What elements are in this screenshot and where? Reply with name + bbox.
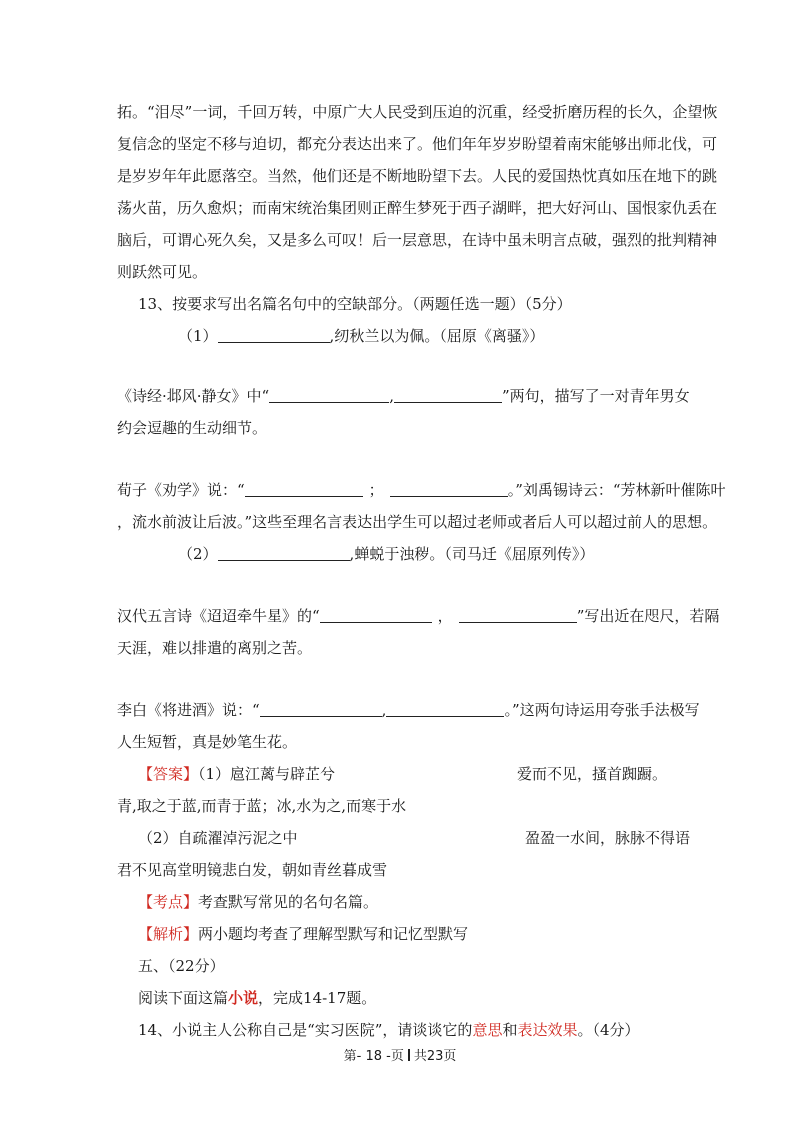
- xunzi-line: [117, 480, 726, 500]
- answer-line-1b: 青,取之于蓝,而青于蓝；冰,水为之,而寒于水: [117, 797, 407, 815]
- q13-part1: [178, 326, 544, 346]
- kaodian-tag: 【考点】: [138, 893, 199, 911]
- han-line: [117, 606, 719, 626]
- han-prefix: 汉代五言诗《迢迢牵牛星》的“: [117, 607, 320, 625]
- reading-suffix: ，完成14-17题。: [258, 989, 377, 1007]
- xunzi-suffix: 。”刘禹锡诗云：“芳林新叶催陈叶: [507, 481, 726, 499]
- blank-line: [459, 608, 577, 623]
- blank-line: [218, 328, 330, 343]
- answer-line-2b: 君不见高堂明镜悲白发，朝如青丝暮成雪: [117, 861, 388, 879]
- paragraph-line: 拓。“泪尽”一词，千回万转，中原广大人民受到压迫的沉重，经受折磨历程的长久，企望恢: [117, 103, 718, 121]
- kaodian-text: 考查默写常见的名句名篇。: [198, 893, 379, 911]
- page-number: 第- 18 -页: [343, 1049, 404, 1064]
- q14-prefix: 14、小说主人公称自己是“实习医院”，请谈谈它的: [138, 1021, 473, 1039]
- semicolon: ；: [368, 481, 384, 499]
- blank-line: [269, 388, 389, 403]
- answer-line-2: （2）自疏濯淖污泥之中: [138, 829, 298, 847]
- blank-line: [320, 608, 432, 623]
- q13-part2: [178, 544, 594, 564]
- comma: ,: [389, 387, 394, 405]
- q13-part1-number: （1）: [178, 327, 218, 345]
- paragraph-line: 复信念的坚定不移与迫切，都充分表达出来了。他们年年岁岁盼望着南宋能够出师北伐，可: [117, 135, 718, 153]
- answer-line-1: [138, 764, 335, 784]
- libai-suffix: 。”这两句诗运用夸张手法极写: [504, 701, 700, 719]
- q14-connector: 和: [502, 1021, 518, 1039]
- q14-highlight-meaning: 意思: [472, 1021, 503, 1039]
- q14-suffix: 。（4分）: [577, 1021, 640, 1039]
- footer-divider: [408, 1049, 410, 1061]
- paragraph-line: 脑后，可谓心死久矣，又是多么可叹！后一层意思，在诗中虽未明言点破，强烈的批判精神: [117, 231, 718, 249]
- reading-instruction: [138, 988, 376, 1008]
- blank-line: [245, 482, 363, 497]
- jiexi-text: 两小题均考查了理解型默写和记忆型默写: [198, 925, 469, 943]
- q13-part2-number: （2）: [178, 545, 218, 563]
- q13-part2-text: ,蝉蜕于浊秽。（司马迁《屈原列传》）: [349, 545, 595, 563]
- shijing-suffix: ”两句，描写了一对青年男女: [502, 387, 690, 405]
- blank-line: [260, 702, 382, 717]
- shijing-line: [117, 386, 690, 406]
- answer-2-right: 盈盈一水间，脉脉不得语: [525, 829, 691, 847]
- q14-highlight-effect: 表达效果: [517, 1021, 578, 1039]
- jiexi-line: [138, 924, 468, 944]
- xunzi-prefix: 荀子《劝学》说：“: [117, 481, 245, 499]
- paragraph-line: 是岁岁年年此愿落空。当然，他们还是不断地盼望下去。人民的爱国热忱真如压在地下的跳: [117, 167, 718, 185]
- blank-line: [390, 482, 508, 497]
- libai-line: [117, 700, 700, 720]
- question-14: [138, 1020, 640, 1040]
- han-suffix: ”写出近在咫尺，若隔: [576, 607, 720, 625]
- q13-part1-text: ,纫秋兰以为佩。（屈原《离骚》）: [329, 327, 545, 345]
- shijing-line-2: 约会逗趣的生动细节。: [117, 419, 268, 437]
- answer-1-right: 爱而不见，搔首踟蹰。: [517, 765, 668, 783]
- section-5-heading: 五、（22分）: [138, 957, 225, 975]
- xunzi-line-2: ，流水前波让后波。”这些至理名言表达出学生可以超过老师或者后人可以超过前人的思想。: [117, 513, 718, 531]
- blank-line: [394, 388, 502, 403]
- reading-highlight: 小说: [228, 989, 259, 1007]
- answer-tag: 【答案】: [138, 765, 199, 783]
- page-footer: [0, 1048, 800, 1066]
- libai-prefix: 李白《将进酒》说：“: [117, 701, 260, 719]
- blank-line: [218, 546, 350, 561]
- paragraph-line: 荡火苗，历久愈炽；而南宋统治集团则正醉生梦死于西子湖畔，把大好河山、国恨家仇丢在: [117, 199, 718, 217]
- kaodian-line: [138, 892, 378, 912]
- han-line-2: 天涯，难以排遣的离别之苦。: [117, 639, 313, 657]
- blank-line: [386, 702, 504, 717]
- libai-line-2: 人生短暂，真是妙笔生花。: [117, 733, 298, 751]
- question-13-title: 13、按要求写出名篇名句中的空缺部分。（两题任选一题）（5分）: [138, 295, 572, 313]
- comma: ,: [381, 701, 387, 719]
- answer-1-left: （1）扈江蓠与辟芷兮: [198, 765, 336, 783]
- paragraph-line: 则跃然可见。: [117, 263, 208, 281]
- comma: ，: [437, 607, 453, 625]
- jiexi-tag: 【解析】: [138, 925, 199, 943]
- shijing-prefix: 《诗经·邶风·静女》中“: [117, 387, 270, 405]
- reading-prefix: 阅读下面这篇: [138, 989, 229, 1007]
- page-total: 共23页: [413, 1049, 457, 1064]
